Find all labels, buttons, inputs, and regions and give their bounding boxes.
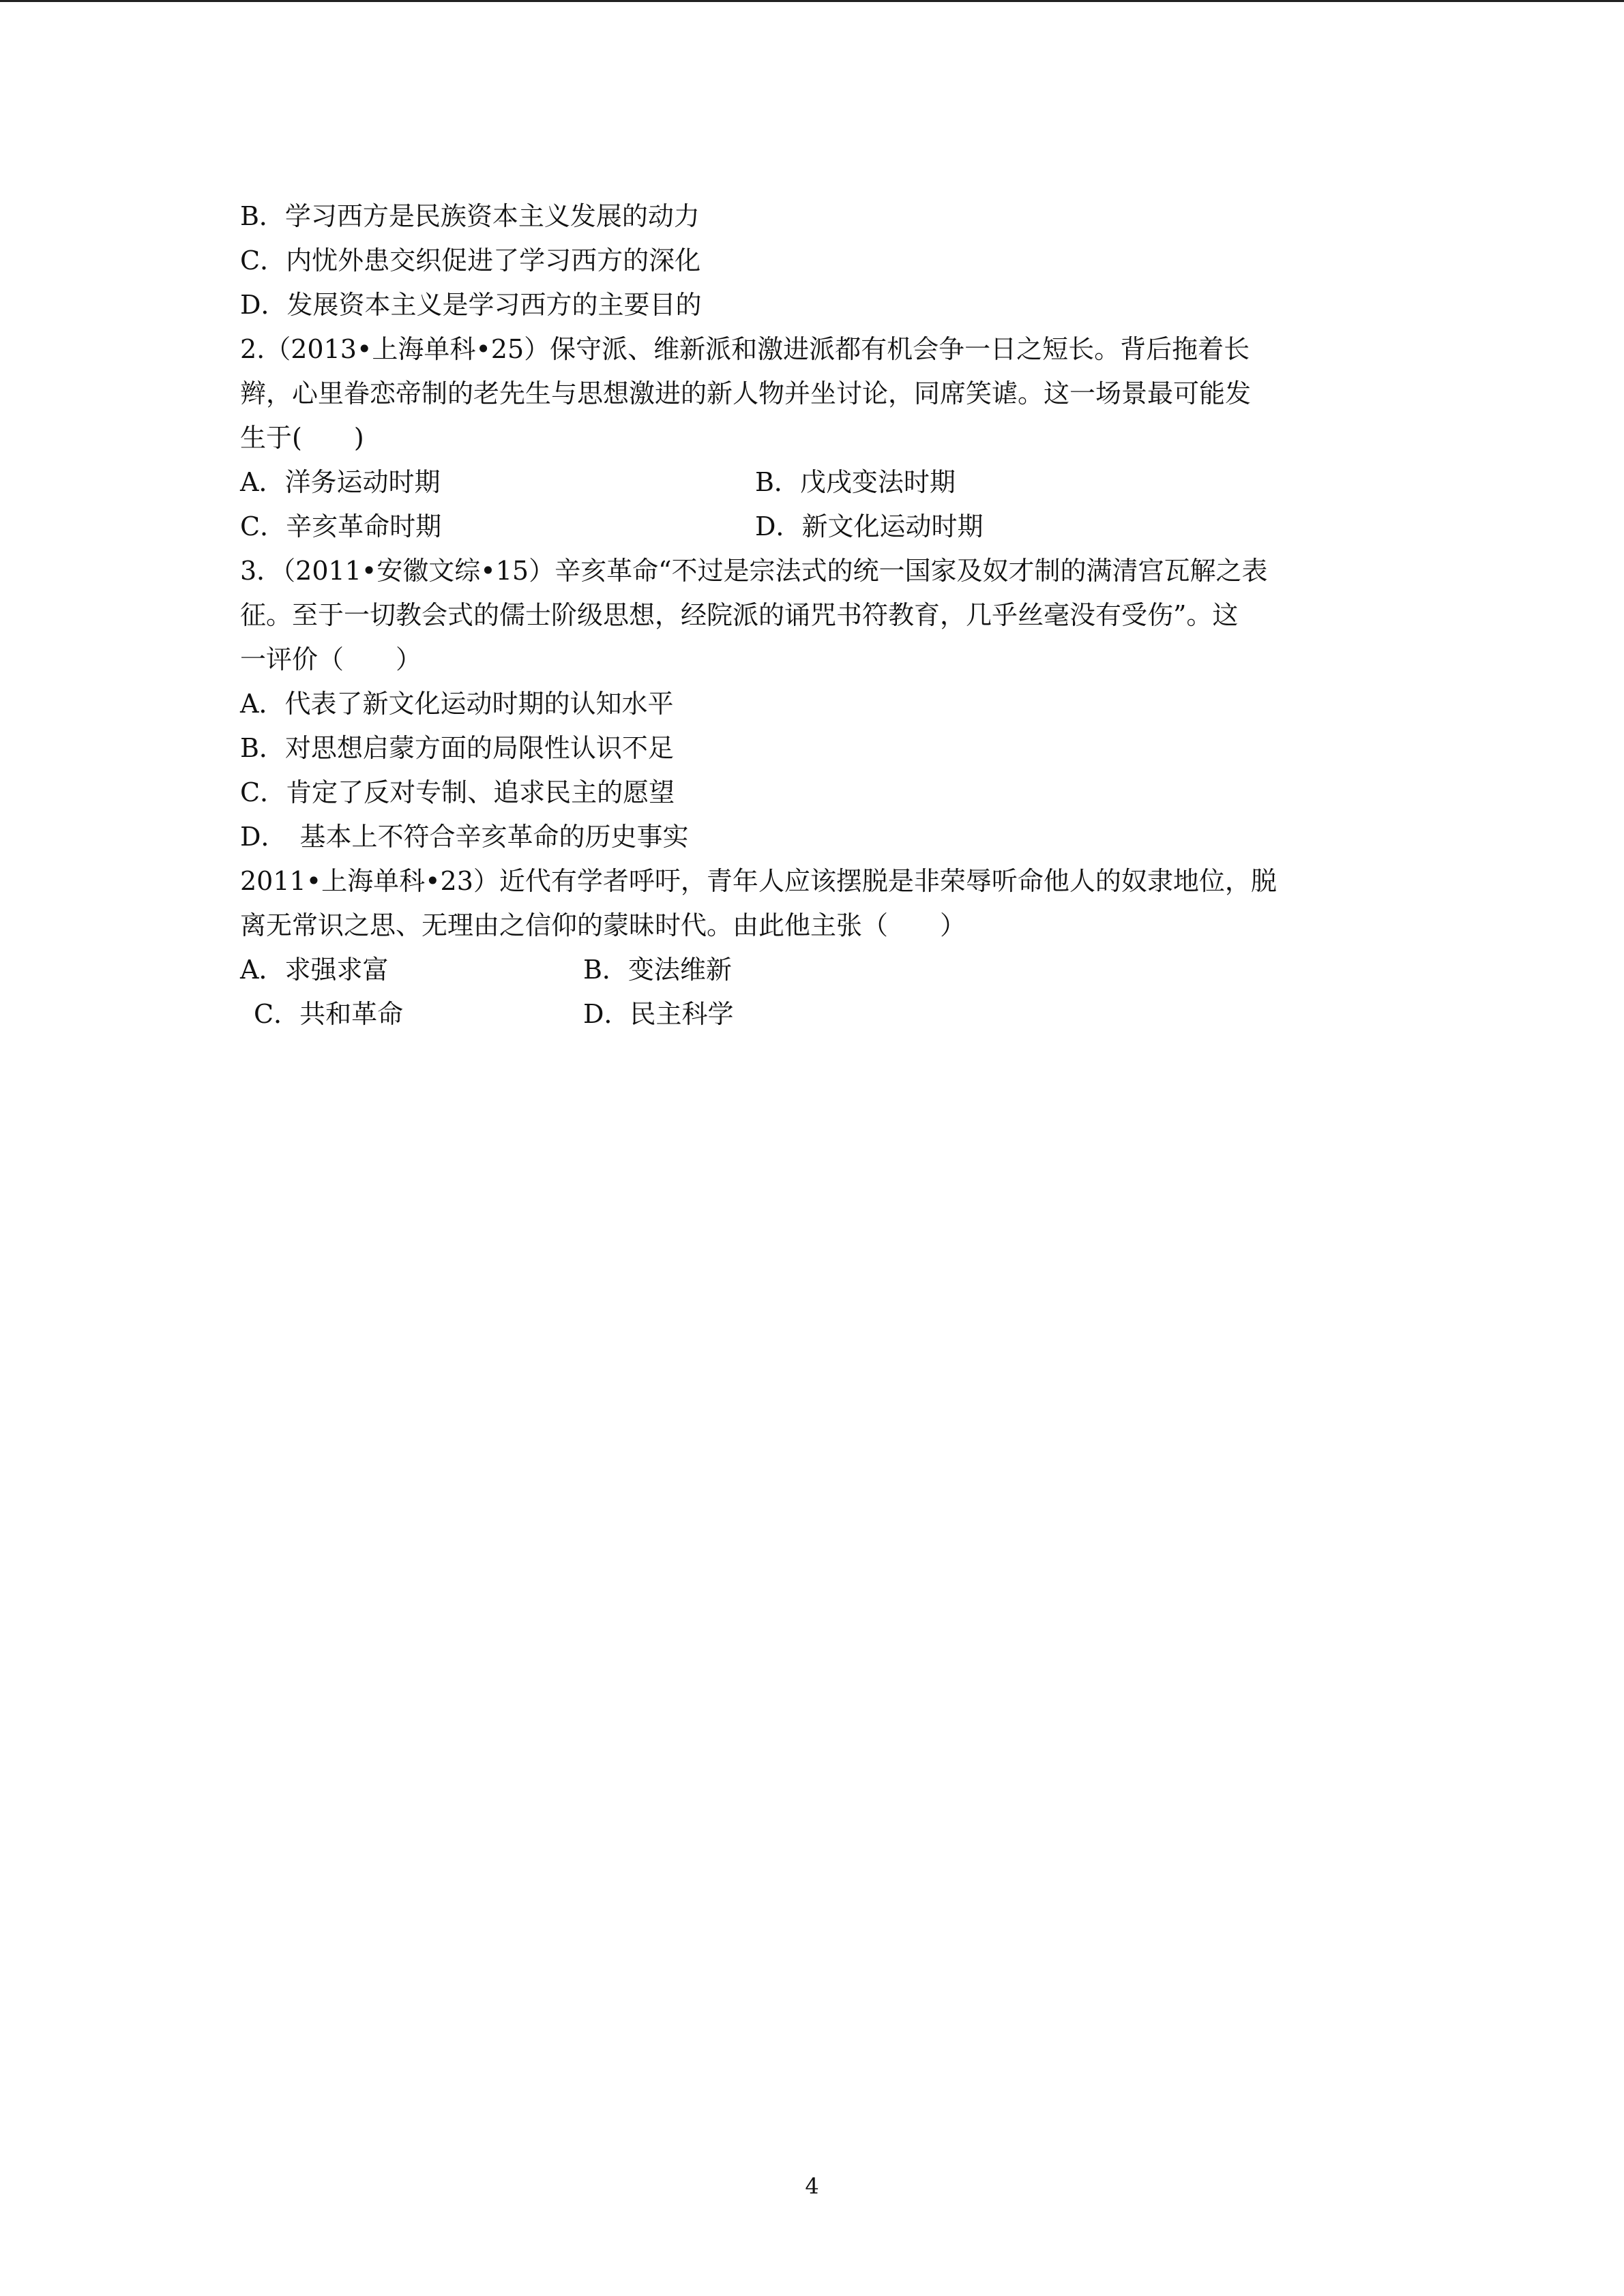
- q1-option-b: B．学习西方是民族资本主义发展的动力: [240, 201, 700, 231]
- q4-options-row-1: [240, 948, 1386, 992]
- q2-option-d: D．新文化运动时期: [755, 511, 984, 541]
- page-number: 4: [805, 2173, 819, 2199]
- q3-stem-line-3: 一评价（ ）: [240, 644, 422, 674]
- q3-option-a: A．代表了新文化运动时期的认知水平: [240, 689, 674, 719]
- q4-options-row-2: [240, 992, 1386, 1037]
- q3-option-c: C．肯定了反对专制、追求民主的愿望: [240, 777, 675, 807]
- q1-option-c: C．内忧外患交织促进了学习西方的深化: [240, 245, 701, 275]
- q4-option-d: D．民主科学: [583, 999, 734, 1029]
- q2-stem-line-2: 辫，心里眷恋帝制的老先生与思想激进的新人物并坐讨论，同席笑谑。这一场景最可能发: [240, 378, 1252, 408]
- q3-stem-line-1: 3．（2011•安徽文综•15）辛亥革命“不过是宗法式的统一国家及奴才制的满清宫瓦解之表: [240, 556, 1268, 586]
- q2-options-row-2: [240, 505, 1386, 549]
- q4-option-c: C．共和革命: [254, 999, 404, 1029]
- q2-option-b: B．戊戌变法时期: [755, 467, 956, 497]
- q3-option-b: B．对思想启蒙方面的局限性认识不足: [240, 733, 674, 763]
- q2-stem-line-1: 2.（2013•上海单科•25）保守派、维新派和激进派都有机会争一日之短长。背后拖着长: [240, 334, 1250, 364]
- q4-stem-line-2: 离无常识之思、无理由之信仰的蒙昧时代。由此他主张（ ）: [240, 910, 966, 940]
- q4-option-a: A．求强求富: [240, 955, 389, 985]
- top-border-line: [0, 0, 1624, 2]
- q3-stem-line-2: 征。至于一切教会式的儒士阶级思想，经院派的诵咒书符教育，几乎丝毫没有受伤”。这: [240, 600, 1239, 630]
- q4-stem-line-1: 2011•上海单科•23）近代有学者呼吁，青年人应该摆脱是非荣辱听命他人的奴隶地位，脱: [240, 866, 1277, 896]
- document-body: [240, 194, 1386, 1037]
- q1-option-d: D．发展资本主义是学习西方的主要目的: [240, 290, 702, 320]
- q3-option-d: D． 基本上不符合辛亥革命的历史事实: [240, 822, 689, 852]
- q4-option-b: B．变法维新: [583, 955, 732, 985]
- q2-stem-line-3: 生于( ): [240, 423, 364, 453]
- q2-options-row-1: [240, 460, 1386, 505]
- q2-option-c: C．辛亥革命时期: [240, 511, 442, 541]
- q2-option-a: A．洋务运动时期: [240, 467, 441, 497]
